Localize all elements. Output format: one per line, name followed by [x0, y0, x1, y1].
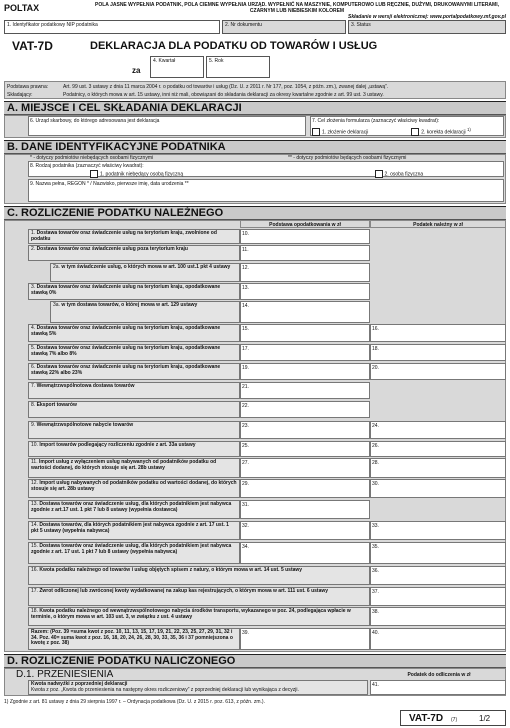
row-number: 2.	[31, 246, 36, 252]
base-field[interactable]: 14.	[240, 301, 370, 323]
tax-field[interactable]: 38.	[370, 607, 506, 626]
base-field[interactable]: 34.	[240, 542, 370, 564]
base-field[interactable]: 32.	[240, 521, 370, 540]
tax-field[interactable]: 37.	[370, 587, 506, 606]
row-label	[28, 401, 240, 418]
footer-version: (7)	[451, 717, 458, 723]
row-label	[50, 263, 240, 282]
base-field[interactable]: 23.	[240, 421, 370, 439]
tax-field[interactable]: 18.	[370, 344, 506, 361]
row-number: 8.	[31, 402, 36, 408]
electronic-note: Składanie w wersji elektronicznej: www.portalpodatkowy.mf.gov.pl	[348, 14, 506, 20]
sum-tax-field[interactable]: 40.	[370, 628, 506, 650]
status-field	[348, 20, 506, 34]
correction-footnote-ref: 1)	[467, 127, 471, 132]
base-field[interactable]: 10.	[240, 229, 370, 244]
footnote: 1) Zgodnie z art. 81 ustawy z dnia 29 sierpnia 1997 r. – Ordynacja podatkowa (Dz. U. z 2015 r. poz. 613, z późn. zm.).	[4, 699, 265, 705]
row-text: w tym dostawa towarów, o której mowa w art. 129 ustawy	[61, 302, 198, 308]
section-d-title: D. ROZLICZENIE PODATKU NALICZONEGO	[4, 654, 506, 668]
row-number: 3.	[31, 284, 36, 290]
section-b-title: B. DANE IDENTYFIKACYJNE PODATNIKA	[4, 140, 506, 154]
row-number: 14.	[31, 522, 38, 528]
filers-label: Składający:	[7, 92, 33, 98]
carryover-title: Kwota nadwyżki z poprzedniej deklaracji	[31, 681, 128, 687]
row-number: 1.	[31, 230, 36, 236]
correction-checkbox[interactable]	[411, 128, 419, 136]
tax-field[interactable]: 16.	[370, 324, 506, 342]
field-41[interactable]	[370, 680, 506, 695]
row-text: Import towarów podlegający rozliczeniu zgodnie z art. 33a ustawy	[39, 442, 196, 448]
fill-instructions: POLA JASNE WYPEŁNIA PODATNIK, POLA CIEMNE WYPEŁNIA URZĄD. WYPEŁNIĆ NA MASZYNIE, KOMPUTEROWO LUB RĘCZNIE, DUŻYMI, DRUKOWANYMI LITERAMI, CZARNYM LUB NIEBIESKIM KOLOREM	[95, 2, 499, 14]
row-text: Wewnątrzwspólnotowa dostawa towarów	[36, 383, 135, 389]
base-field[interactable]: 22.	[240, 401, 370, 418]
taxpayer-type-label: 8. Rodzaj podatnika (zaznaczyć właściwy kwadrat):	[30, 163, 144, 169]
row-number: 3a.	[53, 302, 60, 308]
legal-basis-box	[4, 81, 506, 99]
row-text: w tym świadczenie usług, o których mowa w art. 100 ust.1 pkt 4 ustawy	[61, 264, 231, 270]
row-text: Import usług nabywanych od podatników podatku od wartości dodanej, do których stosuje się art. 28b ustawy	[31, 480, 237, 492]
non-natural-option: 1. podatnik niebędący osobą fizyczną	[100, 171, 184, 178]
document-number-field	[222, 20, 346, 34]
quarter-label: 4. Kwartał	[153, 58, 176, 64]
row-number: 5.	[31, 345, 36, 351]
natural-person-option: 2. osoba fizyczna	[384, 171, 424, 178]
row-number: 11.	[31, 459, 38, 465]
row-label	[28, 245, 240, 261]
row-label	[28, 566, 370, 585]
row-text: Eksport towarów	[36, 402, 77, 408]
row-number: 17.	[31, 588, 38, 594]
row-number: 18.	[31, 608, 38, 614]
section-a-title: A. MIEJSCE I CEL SKŁADANIA DEKLARACJI	[4, 101, 506, 115]
natural-person-checkbox[interactable]	[375, 170, 383, 178]
base-field[interactable]: 12.	[240, 263, 370, 282]
row-text: Dostawa towarów oraz świadczenie usług, dla których podatnikiem jest nabywca zgodnie z art. 17 ust. 1 pkt 7 lub 8 ustawy (wypełnia nabywca)	[31, 543, 232, 555]
quarter-field[interactable]	[150, 56, 204, 78]
form-title: DEKLARACJA DLA PODATKU OD TOWARÓW I USŁUG	[90, 40, 378, 52]
tax-office-field[interactable]	[28, 116, 306, 136]
section-c-title: C. ROZLICZENIE PODATKU NALEŻNEGO	[4, 206, 506, 220]
taxpayer-type-field	[28, 161, 504, 177]
base-field[interactable]: 27.	[240, 458, 370, 478]
taxpayer-name-field[interactable]	[28, 179, 504, 202]
row-label	[28, 500, 240, 519]
row-text: Import usług z wyłączeniem usług nabywanych od podatników podatku od wartości dodanej, do których stosuje się art. 28b ustawy	[31, 459, 217, 471]
tax-field[interactable]: 36.	[370, 566, 506, 585]
correction-option: 2. korekta deklaracji	[421, 129, 466, 136]
row-number: 13.	[31, 501, 38, 507]
row-number: 12.	[31, 480, 38, 486]
declaration-checkbox[interactable]	[312, 128, 320, 136]
base-field[interactable]: 31.	[240, 500, 370, 519]
tax-field[interactable]: 26.	[370, 441, 506, 457]
base-field[interactable]: 19.	[240, 363, 370, 380]
form-code: VAT-7D	[12, 39, 53, 53]
row-label	[28, 324, 240, 342]
row-label	[50, 301, 240, 323]
basis-text: Art. 99 ust. 3 ustawy z dnia 11 marca 2004 r. o podatku od towarów i usług (Dz. U. z 2011 r. Nr 177, poz. 1054, z późn. zm.), zwanej dalej „ustawą”.	[63, 84, 389, 90]
row-label	[28, 344, 240, 361]
status-label: 3. Status	[351, 22, 371, 28]
row-number: 10.	[31, 442, 38, 448]
row-label	[28, 382, 240, 399]
base-field[interactable]: 11.	[240, 245, 370, 261]
row-number: 4.	[31, 325, 36, 331]
filers-text: Podatnicy, o których mowa w art. 15 ustawy, inni niż mali, obowiązani do składania deklaracji za okresy kwartalne zgodnie z art. 99 ust. 3 ustawy.	[63, 92, 384, 98]
row-text: Dostawa towarów oraz świadczenie usług na terytorium kraju, opodatkowane stawką 7% albo 8%	[31, 345, 221, 357]
non-natural-checkbox[interactable]	[90, 170, 98, 178]
base-field[interactable]: 29.	[240, 479, 370, 498]
row-label	[28, 479, 240, 498]
za-label: za	[132, 66, 141, 75]
purpose-label: 7. Cel złożenia formularza (zaznaczyć właściwy kwadrat):	[312, 118, 440, 124]
nip-label: 1. Identyfikator podatkowy NIP podatnika	[7, 22, 98, 28]
nip-field[interactable]	[4, 20, 220, 34]
row-number: 16.	[31, 567, 38, 573]
row-text: Dostawa towarów oraz świadczenie usług na terytorium kraju, opodatkowane stawką 5%	[31, 325, 221, 337]
row-label	[28, 229, 240, 244]
row-text: Dostawa towarów oraz świadczenie usług, dla których podatnikiem jest nabywca zgodnie z art.17 ust. 1 pkt 7 lub 8 ustawy (wypełnia dostawca)	[31, 501, 232, 513]
tax-field[interactable]: 24.	[370, 421, 506, 439]
row-text: Zwrot odliczonej lub zwróconej kwoty wydatkowanej na zakup kas rejestrujących, o którym mowa w art. 111 ust. 6 ustawy	[39, 588, 329, 594]
row-number: 15.	[31, 543, 38, 549]
section-d1-col-header: Podatek do odliczenia w zł	[407, 672, 471, 678]
taxpayer-name-label: 9. Nazwa pełna, REGON * / Nazwisko, pierwsze imię, data urodzenia **	[30, 181, 189, 187]
declaration-option: 1. złożenie deklaracji	[322, 129, 369, 136]
row-text: Dostawa towarów oraz świadczenie usług na terytorium kraju, opodatkowane stawką 22% albo 23%	[31, 364, 221, 376]
row-text: Dostawa towarów oraz świadczenie usług na terytorium kraju, opodatkowane stawką 0%	[31, 284, 221, 296]
row-label	[28, 542, 240, 564]
poltax-label: POLTAX	[4, 3, 40, 13]
year-field[interactable]	[206, 56, 270, 78]
col-header-base-label: Podstawa opodatkowania w zł	[269, 222, 341, 228]
row-number: 9.	[31, 422, 36, 428]
note-natural: ** - dotyczy podmiotów będących osobami fizycznymi	[288, 155, 407, 161]
row-label	[28, 283, 240, 300]
base-field[interactable]: 21.	[240, 382, 370, 399]
row-label	[28, 607, 370, 626]
row-number: 7.	[31, 383, 36, 389]
row-label	[28, 421, 240, 439]
tax-field[interactable]: 30.	[370, 479, 506, 498]
tax-field[interactable]: 28.	[370, 458, 506, 478]
row-text: Kwota podatku należnego od towarów i usług objętych spisem z natury, o którym mowa w art. 14 ust. 5 ustawy	[39, 567, 303, 573]
section-d1-title: D.1. PRZENIESIENIA	[16, 669, 114, 680]
base-field[interactable]: 15.	[240, 324, 370, 342]
row-text: Wewnątrzwspólnotowe nabycie towarów	[36, 422, 134, 428]
sum-label: Razem: (Poz. 39 =suma kwot z poz. 10, 11, 13, 15, 17, 19, 21, 22, 23, 25, 27, 29, 31, 32 i 34. Poz. 40= suma kwot z poz. 16, 18, 20, 24, 26, 28, 30, 33, 35, 36 i 37 pomniejszona o kwotę z poz. 38)	[28, 628, 240, 650]
row-number: 6.	[31, 364, 36, 370]
col-header-tax	[370, 220, 506, 228]
row-text: Dostawa towarów oraz świadczenie usług na terytorium kraju, zwolnione od podatku	[31, 230, 217, 242]
sum-base-field[interactable]: 39.	[240, 628, 370, 650]
base-field[interactable]: 17.	[240, 344, 370, 361]
year-label: 5. Rok	[209, 58, 224, 64]
row-label	[28, 441, 240, 457]
row-label	[28, 458, 240, 478]
tax-field[interactable]: 35.	[370, 542, 506, 564]
tax-field[interactable]: 33.	[370, 521, 506, 540]
footer-page: 1/2	[479, 714, 491, 723]
row-number: 2a.	[53, 264, 60, 270]
footer-code-box	[400, 710, 506, 726]
row-label	[28, 521, 240, 540]
base-field[interactable]: 25.	[240, 441, 370, 457]
tax-field[interactable]: 20.	[370, 363, 506, 380]
note-non-natural: * - dotyczy podmiotów niebędących osobami fizycznymi	[30, 155, 154, 161]
basis-label: Podstawa prawna:	[7, 84, 49, 90]
row-label	[28, 587, 370, 606]
carryover-label	[28, 680, 368, 695]
tax-office-label: 6. Urząd skarbowy, do którego adresowana jest deklaracja	[30, 118, 160, 124]
row-text: Dostawa towarów, dla których podatnikiem jest nabywca zgodnie z art. 17 ust. 1 pkt 5 ustawy (wypełnia nabywca)	[31, 522, 229, 534]
col-header-base	[240, 220, 370, 228]
row-label	[28, 363, 240, 380]
field-41-num: 41.	[372, 682, 379, 688]
col-header-tax-label: Podatek należny w zł	[413, 222, 463, 228]
purpose-field	[310, 116, 504, 136]
row-text: Dostawa towarów oraz świadczenie usług poza terytorium kraju	[36, 246, 188, 252]
footer-code: VAT-7D	[409, 713, 444, 724]
row-text: Kwota podatku należnego od wewnątrzwspólnotowego nabycia środków transportu, wykazanego w poz. 24, podlegająca wpłacie w terminie, o którym mowa w art. 103 ust. 3, w związku z ust. 4 ustawy	[31, 608, 351, 620]
carryover-desc: Kwota z poz. „Kwota do przeniesienia na następny okres rozliczeniowy” z poprzedniej deklaracji lub wynikająca z decyzji.	[31, 686, 299, 693]
base-field[interactable]: 13.	[240, 283, 370, 300]
document-number-label: 2. Nr dokumentu	[225, 22, 262, 28]
